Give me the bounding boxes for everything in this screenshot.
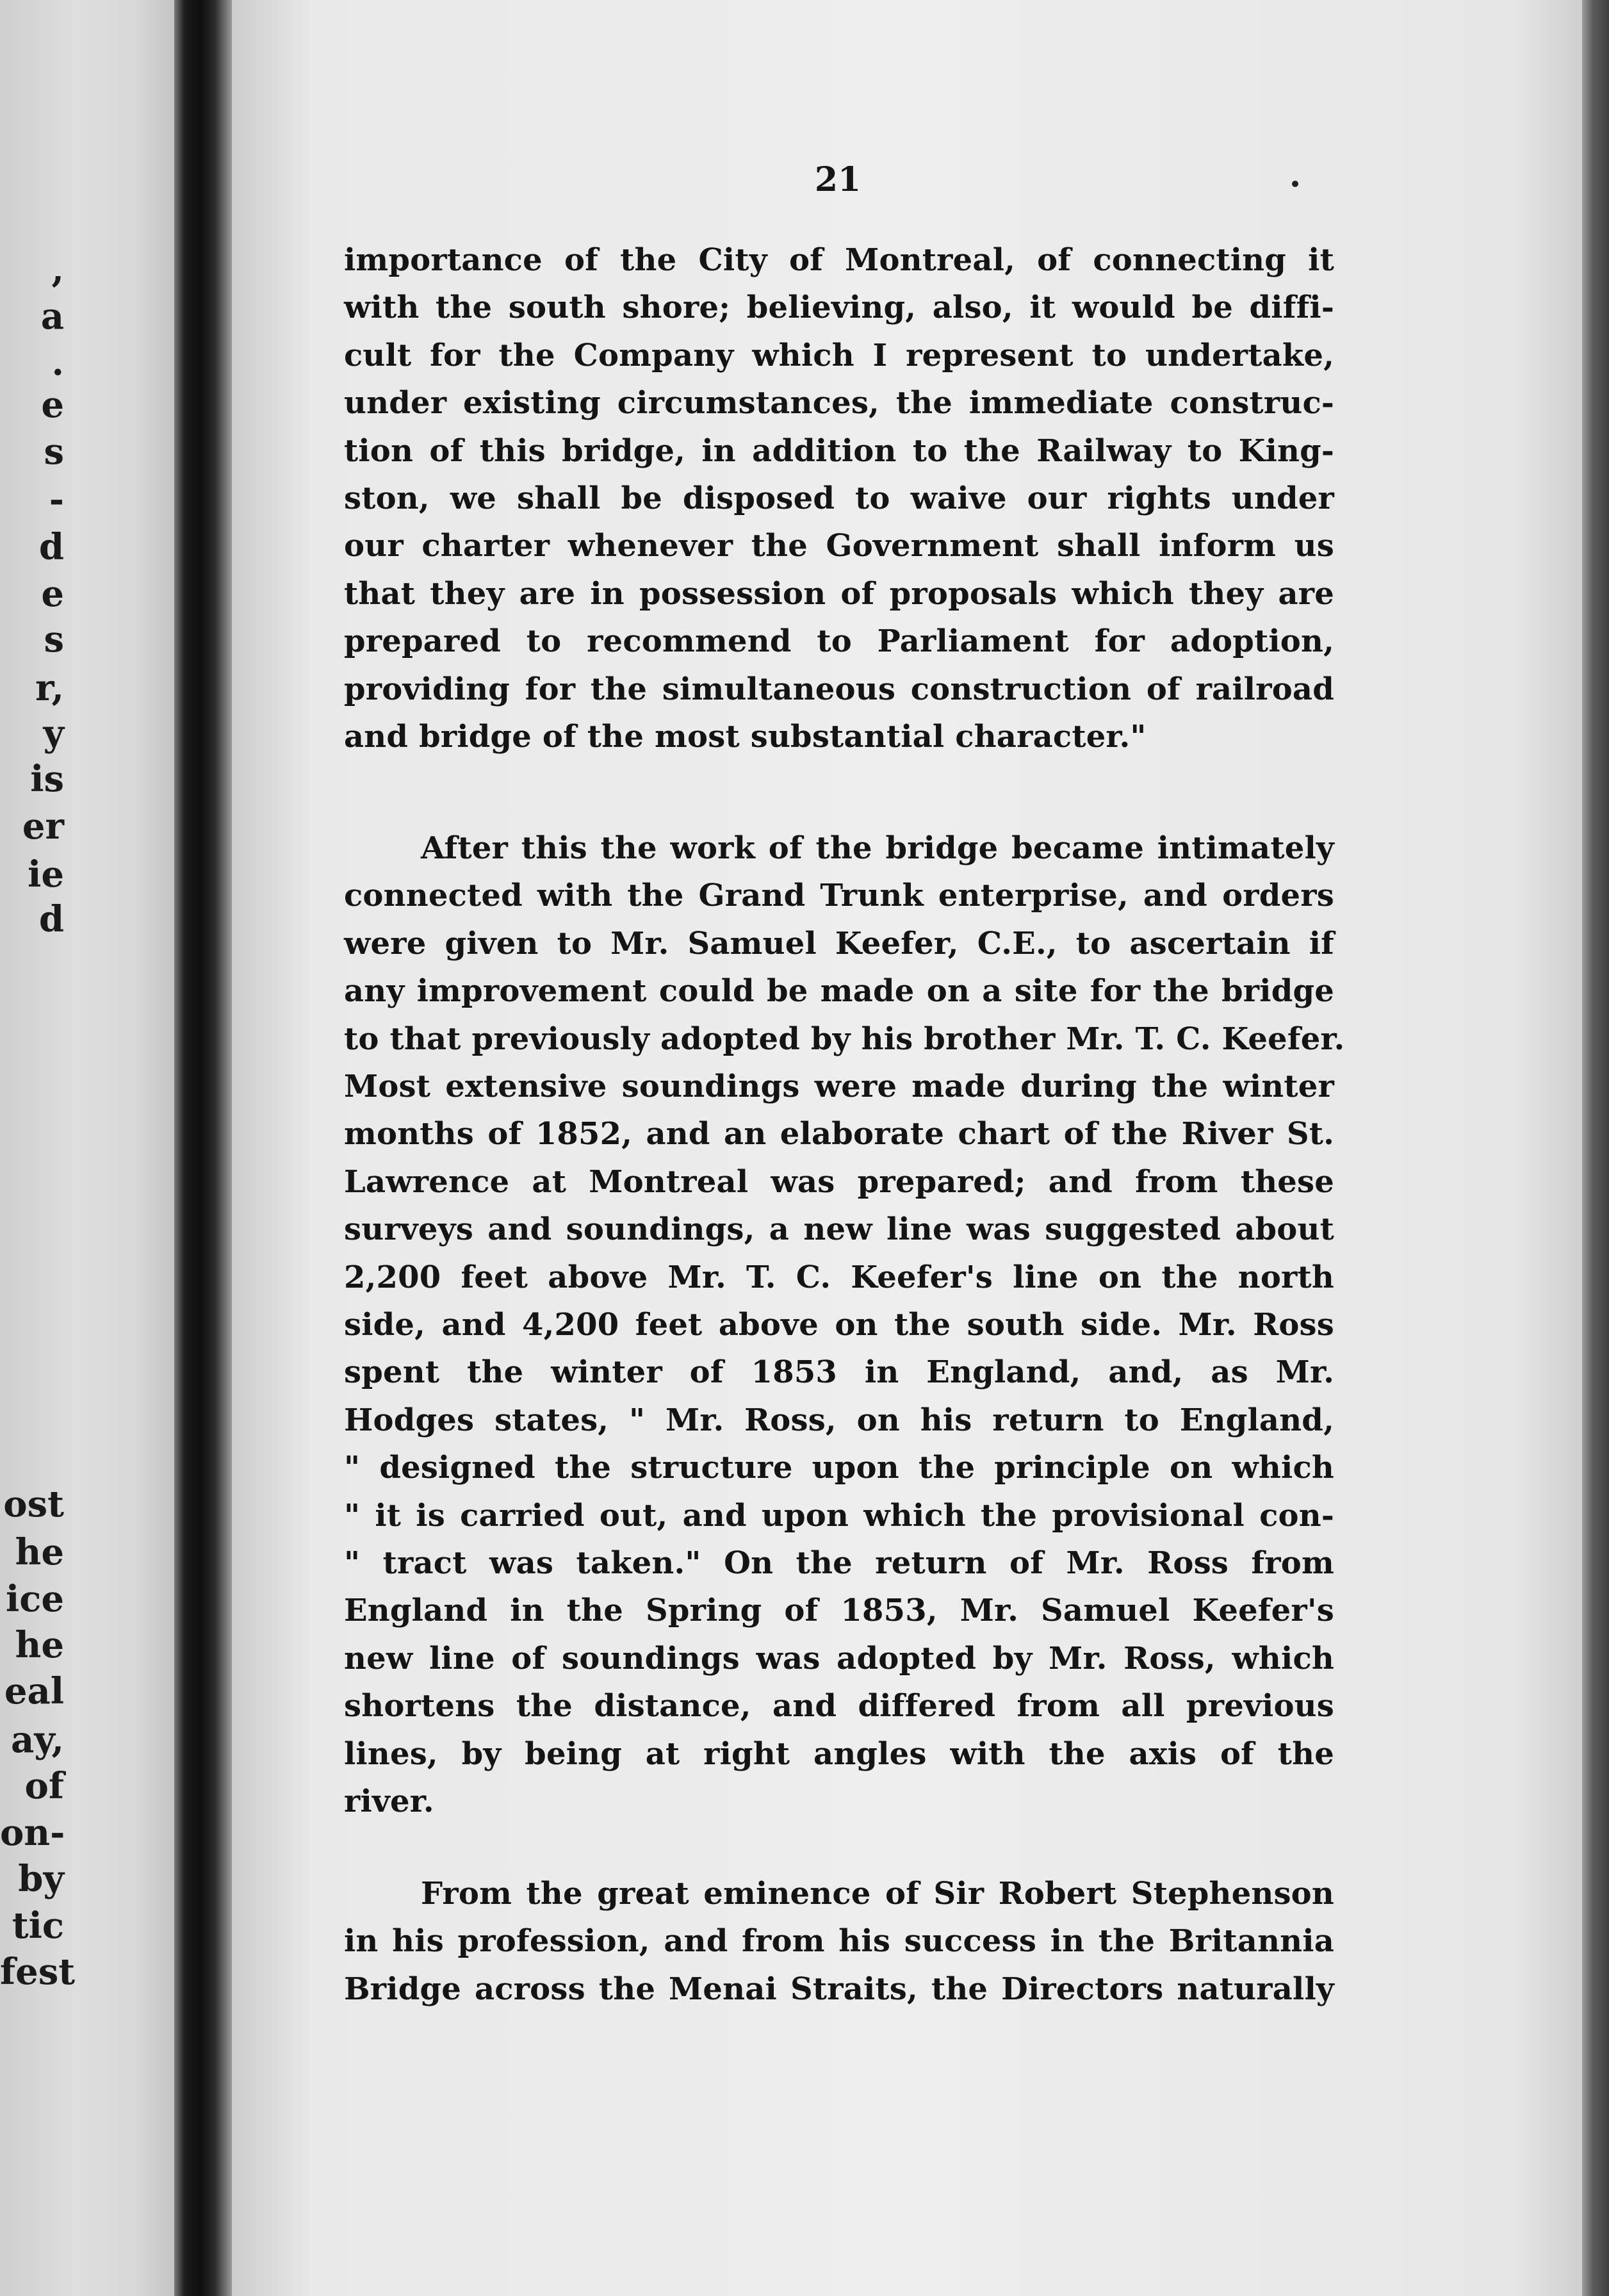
text-line: lines, by being at right angles with the axis of the (344, 1735, 1334, 1772)
text-line: months of 1852, and an elaborate chart of the River St. (344, 1116, 1334, 1152)
text-line: " it is carried out, and upon which the provisional con- (344, 1497, 1334, 1534)
page-number: 21 (814, 160, 862, 199)
text-line: that they are in possession of proposals which they are (344, 575, 1334, 612)
left-page-edge (0, 0, 190, 2296)
text-line: any improvement could be made on a site for the bridge (344, 973, 1334, 1010)
text-line: were given to Mr. Samuel Keefer, C.E., to ascertain if (344, 925, 1334, 962)
text-line: with the south shore; believing, also, it would be diffi- (344, 290, 1334, 326)
text-line: in his profession, and from his success in the Britannia (344, 1923, 1334, 1960)
text-line: to that previously adopted by his brother Mr. T. C. Keefer. (344, 1021, 1345, 1057)
text-line: From the great eminence of Sir Robert Stephenson (421, 1876, 1334, 1912)
text-line: cult for the Company which I represent to undertake, (344, 337, 1334, 373)
left-page-fragment: s (44, 430, 64, 473)
right-page-edge (1582, 0, 1609, 2296)
left-page-fragment: . (51, 341, 64, 384)
text-line: After this the work of the bridge became intimately (421, 830, 1334, 866)
left-page-fragment: ost (3, 1483, 64, 1525)
left-page-fragment: e (41, 573, 64, 615)
text-line: connected with the Grand Trunk enterprise, and orders (344, 878, 1334, 914)
text-line: under existing circumstances, the immediate construc- (344, 385, 1334, 422)
left-page-fragment: er (22, 805, 64, 848)
left-page-fragment: he (15, 1531, 64, 1573)
left-page-fragment: d (38, 898, 64, 940)
left-page-fragment: ice (6, 1578, 64, 1620)
text-line: shortens the distance, and differed from all previous (344, 1688, 1334, 1725)
left-page-fragment: s (44, 618, 64, 660)
left-page-fragment: by (18, 1858, 64, 1900)
text-line: tion of this bridge, in addition to the Railway to King- (344, 432, 1334, 469)
text-line: river. (344, 1784, 434, 1819)
left-page-fragment: he (15, 1624, 64, 1666)
book-gutter (174, 0, 232, 2296)
text-line: surveys and soundings, a new line was suggested about (344, 1211, 1334, 1248)
text-line: importance of the City of Montreal, of connecting it (344, 242, 1334, 278)
left-page-fragment: on- (0, 1812, 65, 1854)
text-line: ston, we shall be disposed to waive our rights under (344, 480, 1334, 516)
text-line: Bridge across the Menai Straits, the Directors naturally (344, 1971, 1334, 2007)
left-page-fragment: y (43, 712, 64, 755)
left-page-fragment: eal (4, 1670, 64, 1712)
left-page-fragment: tic (12, 1905, 64, 1947)
text-line: England in the Spring of 1853, Mr. Samuel Keefer's (344, 1593, 1334, 1629)
left-page-fragment: fest (0, 1951, 76, 1993)
page-speck (1292, 181, 1298, 187)
left-page-fragment: , (51, 249, 64, 291)
left-page-fragment: r, (35, 667, 64, 709)
text-line: new line of soundings was adopted by Mr. Ross, which (344, 1640, 1334, 1677)
text-line: Hodges states, " Mr. Ross, on his return to England, (344, 1402, 1334, 1438)
text-line: " tract was taken." On the return of Mr. Ross from (344, 1545, 1334, 1581)
left-page-fragment: d (38, 526, 64, 568)
text-line: Lawrence at Montreal was prepared; and from these (344, 1163, 1334, 1200)
left-page-fragment: ie (28, 853, 64, 896)
left-page-fragment: ay, (11, 1719, 64, 1761)
left-page-fragment: - (49, 479, 64, 521)
text-line: spent the winter of 1853 in England, and, as Mr. (344, 1354, 1334, 1391)
left-page-fragment: a (40, 295, 64, 338)
left-page-fragment: of (24, 1765, 64, 1807)
text-line: side, and 4,200 feet above on the south side. Mr. Ross (344, 1307, 1334, 1343)
left-page-fragment: e (41, 384, 64, 426)
text-line: " designed the structure upon the principle on which (344, 1450, 1334, 1486)
text-line: prepared to recommend to Parliament for adoption, (344, 623, 1334, 660)
left-page-fragment: is (30, 758, 64, 800)
text-line: our charter whenever the Government shall inform us (344, 528, 1334, 564)
text-line: 2,200 feet above Mr. T. C. Keefer's line on the north (344, 1259, 1334, 1295)
text-line: and bridge of the most substantial character." (344, 719, 1147, 755)
text-line: Most extensive soundings were made during the winter (344, 1069, 1334, 1104)
text-line: providing for the simultaneous construction of railroad (344, 671, 1334, 707)
